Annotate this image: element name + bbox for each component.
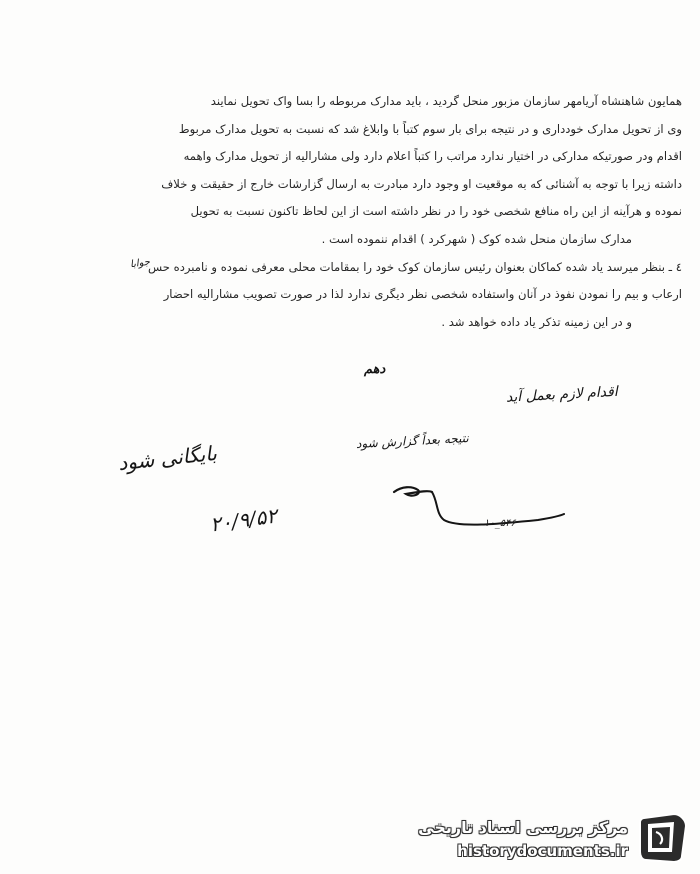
book-emblem-icon: [634, 810, 690, 866]
text-line: داشته زیرا با توجه به آشنائی که به موقعیت او وجود دارد مبادرت به ارسال گزارشات خارج از حقیقت و خلاف: [161, 176, 682, 191]
text-line: و در این زمینه تذکر یاد داده خواهد شد .: [441, 314, 632, 329]
text-line: ٤ ـ بنظر میرسد یاد شده کماکان بعنوان رئیس سازمان کوک خود را بمقامات محلی معرفی نموده و نامبرده حس: [148, 259, 682, 274]
text-line: همایون شاهنشاه آریامهر سازمان مزبور منحل گردید ، باید مدارک مربوطه را بسا واک تحویل نمایند: [210, 94, 682, 108]
text-line: وی از تحویل مدارک خودداری و در نتیجه برای بار سوم کتباً با وابلاغ شد که نسبت به تحویل مدارک مربوط: [178, 121, 682, 136]
archive-logo: [404, 808, 694, 868]
typed-body-text: [14, 88, 682, 336]
handwritten-note-line: نتیجه بعداً گزارش شود: [355, 431, 469, 451]
handwritten-note-line: بایگانی شود: [117, 440, 218, 476]
signature-number: ۱۰_۵۴۶: [484, 518, 516, 529]
handwritten-mark: دهم: [364, 362, 386, 377]
logo-title: مرکز بررسی اسناد تاریخی: [418, 818, 628, 837]
text-line: اقدام ودر صورتیکه مدارکی در اختیار ندارد مراتب را کتباً اعلام دارد ولی مشارالیه از تحویل مدارک واهمه: [183, 149, 682, 164]
handwritten-note-line: اقدام لازم بعمل آید: [505, 383, 619, 406]
text-line: ارعاب و بیم را نمودن نفوذ در آنان واستفاده شخصی نظر دیگری ندارد لذا در صورت تصویب مشارالیه احضار: [163, 287, 682, 302]
signature-icon: [388, 478, 568, 538]
logo-url: historydocuments.ir: [457, 842, 628, 860]
text-line: نموده و هرآینه از این راه منافع شخصی خود را در نظر داشته است از این لحاظ تاکنون نسبت به تحویل: [190, 204, 682, 219]
handwritten-date: ۲۰/۹/۵۲: [208, 503, 279, 537]
text-line: مدارک سازمان منحل شده کوک ( شهرکرد ) اقدام ننموده است .: [321, 231, 632, 246]
handwritten-insertion: جوابا: [129, 256, 151, 271]
